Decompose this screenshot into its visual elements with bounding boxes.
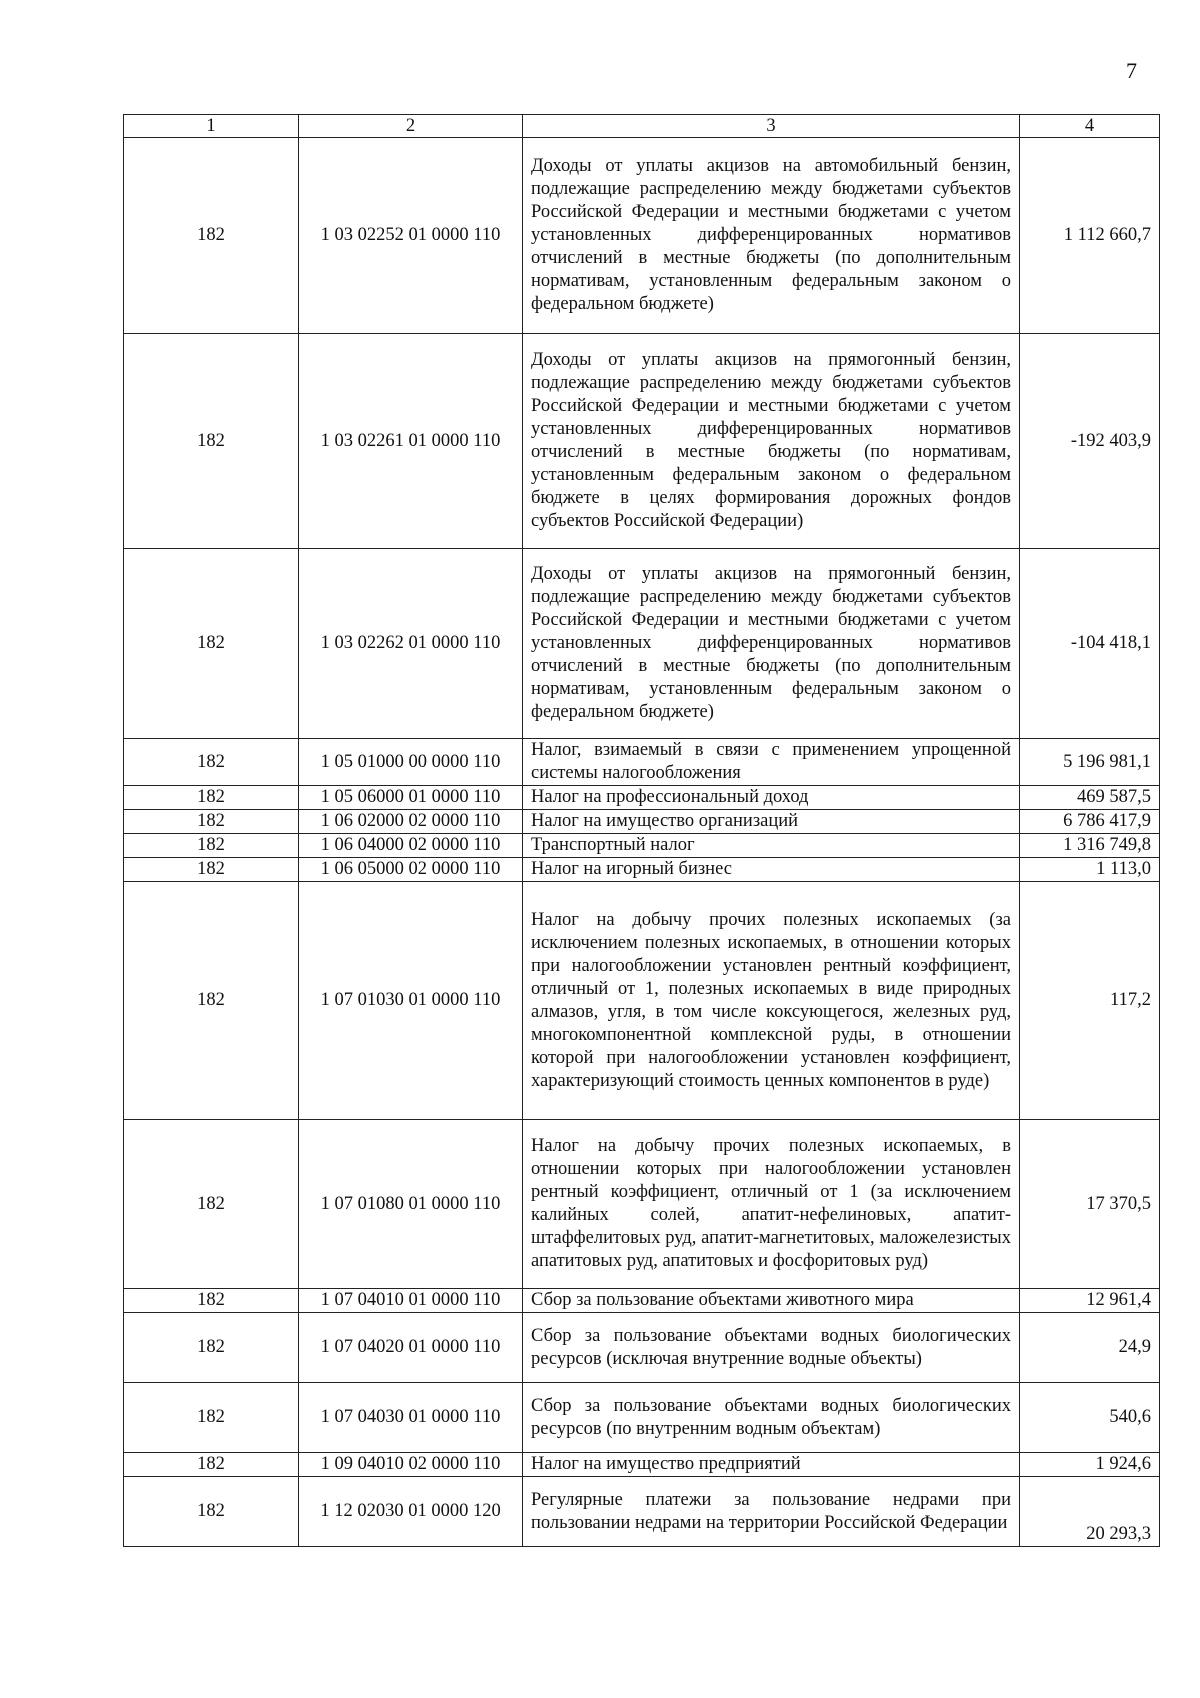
- revenue-name-cell: Налог на профессиональный доход: [523, 786, 1020, 810]
- amount-cell: -104 418,1: [1020, 549, 1160, 739]
- revenue-name-cell: Сбор за пользование объектами водных биологических ресурсов (исключая внутренние водные объекты): [523, 1313, 1020, 1383]
- table-row: [124, 1120, 1160, 1289]
- table-row: [124, 1477, 1160, 1547]
- admin-code-cell: 182: [124, 739, 299, 786]
- table-row: [124, 549, 1160, 739]
- table-row: [124, 882, 1160, 1120]
- budget-code-cell: 1 07 01080 01 0000 110: [299, 1120, 523, 1289]
- table-row: [124, 858, 1160, 882]
- revenue-name-cell: Регулярные платежи за пользование недрами при пользовании недрами на территории Российской Федерации: [523, 1477, 1020, 1547]
- header-col-2: 2: [299, 115, 523, 138]
- admin-code-cell: 182: [124, 549, 299, 739]
- budget-code-cell: 1 05 06000 01 0000 110: [299, 786, 523, 810]
- admin-code-cell: 182: [124, 1289, 299, 1313]
- revenue-name-cell: Доходы от уплаты акцизов на прямогонный бензин, подлежащие распределению между бюджетами субъектов Российской Федерации и местными бюджетами с учетом установленных дифференцированных нормативов отчислений в местные бюджеты (по нормативам, установленным федеральным законом о федеральном бюджете в целях формирования дорожных фондов субъектов Российской Федерации): [523, 334, 1020, 549]
- revenue-name-cell: Налог на имущество организаций: [523, 810, 1020, 834]
- header-col-3: 3: [523, 115, 1020, 138]
- table-row: [124, 138, 1160, 334]
- header-col-1: 1: [124, 115, 299, 138]
- table-row: [124, 739, 1160, 786]
- amount-cell: 1 112 660,7: [1020, 138, 1160, 334]
- budget-code-cell: 1 06 05000 02 0000 110: [299, 858, 523, 882]
- amount-cell: 1 113,0: [1020, 858, 1160, 882]
- budget-code-cell: 1 05 01000 00 0000 110: [299, 739, 523, 786]
- admin-code-cell: 182: [124, 786, 299, 810]
- admin-code-cell: 182: [124, 334, 299, 549]
- budget-code-cell: 1 03 02261 01 0000 110: [299, 334, 523, 549]
- admin-code-cell: 182: [124, 882, 299, 1120]
- budget-code-cell: 1 07 04030 01 0000 110: [299, 1383, 523, 1453]
- budget-code-cell: 1 06 04000 02 0000 110: [299, 834, 523, 858]
- admin-code-cell: 182: [124, 810, 299, 834]
- admin-code-cell: 182: [124, 1120, 299, 1289]
- header-col-4: 4: [1020, 115, 1160, 138]
- amount-cell: 24,9: [1020, 1313, 1160, 1383]
- revenue-name-cell: Налог на добычу прочих полезных ископаемых, в отношении которых при налогообложении установлен рентный коэффициент, отличный от 1 (за исключением калийных солей, апатит-нефелиновых, апатит-штаффелитовых руд, апатит-магнетитовых, маложелезистых апатитовых руд, апатитовых и фосфоритовых руд): [523, 1120, 1020, 1289]
- admin-code-cell: 182: [124, 138, 299, 334]
- admin-code-cell: 182: [124, 1383, 299, 1453]
- budget-code-cell: 1 07 04010 01 0000 110: [299, 1289, 523, 1313]
- revenue-name-cell: Транспортный налог: [523, 834, 1020, 858]
- amount-cell: 1 316 749,8: [1020, 834, 1160, 858]
- revenue-name-cell: Доходы от уплаты акцизов на прямогонный бензин, подлежащие распределению между бюджетами субъектов Российской Федерации и местными бюджетами с учетом установленных дифференцированных нормативов отчислений в местные бюджеты (по дополнительным нормативам, установленным федеральным законом о федеральном бюджете): [523, 549, 1020, 739]
- revenue-name-cell: Сбор за пользование объектами животного мира: [523, 1289, 1020, 1313]
- budget-code-cell: 1 03 02262 01 0000 110: [299, 549, 523, 739]
- budget-code-cell: 1 09 04010 02 0000 110: [299, 1453, 523, 1477]
- header-row: [124, 115, 1160, 138]
- revenue-name-cell: Налог на игорный бизнес: [523, 858, 1020, 882]
- amount-cell: 6 786 417,9: [1020, 810, 1160, 834]
- table-row: [124, 1313, 1160, 1383]
- table-row: [124, 334, 1160, 549]
- admin-code-cell: 182: [124, 1313, 299, 1383]
- table-row: [124, 834, 1160, 858]
- revenue-name-cell: Доходы от уплаты акцизов на автомобильный бензин, подлежащие распределению между бюджетами субъектов Российской Федерации и местными бюджетами с учетом установленных дифференцированных нормативов отчислений в местные бюджеты (по дополнительным нормативам, установленным федеральным законом о федеральном бюджете): [523, 138, 1020, 334]
- amount-cell: 540,6: [1020, 1383, 1160, 1453]
- revenue-name-cell: Налог, взимаемый в связи с применением упрощенной системы налогообложения: [523, 739, 1020, 786]
- revenue-name-cell: Сбор за пользование объектами водных биологических ресурсов (по внутренним водным объектам): [523, 1383, 1020, 1453]
- table-row: [124, 1383, 1160, 1453]
- budget-code-cell: 1 12 02030 01 0000 120: [299, 1477, 523, 1547]
- revenue-table: [123, 114, 1160, 1547]
- budget-code-cell: 1 07 04020 01 0000 110: [299, 1313, 523, 1383]
- budget-code-cell: 1 06 02000 02 0000 110: [299, 810, 523, 834]
- table-row: [124, 786, 1160, 810]
- table-row: [124, 1289, 1160, 1313]
- revenue-name-cell: Налог на имущество предприятий: [523, 1453, 1020, 1477]
- amount-cell: 469 587,5: [1020, 786, 1160, 810]
- amount-cell: -192 403,9: [1020, 334, 1160, 549]
- admin-code-cell: 182: [124, 1453, 299, 1477]
- amount-cell: 117,2: [1020, 882, 1160, 1120]
- revenue-name-cell: Налог на добычу прочих полезных ископаемых (за исключением полезных ископаемых, в отношении которых при налогообложении установлен рентный коэффициент, отличный от 1, полезных ископаемых в виде природных алмазов, угля, в том числе коксующегося, железных руд, многокомпонентной комплексной руды, в отношении которой при налогообложении установлен коэффициент, характеризующий стоимость ценных компонентов в руде): [523, 882, 1020, 1120]
- table-row: [124, 1453, 1160, 1477]
- budget-code-cell: 1 03 02252 01 0000 110: [299, 138, 523, 334]
- admin-code-cell: 182: [124, 858, 299, 882]
- admin-code-cell: 182: [124, 834, 299, 858]
- amount-cell: 5 196 981,1: [1020, 739, 1160, 786]
- amount-cell: 20 293,3: [1020, 1477, 1160, 1547]
- page-number: 7: [1126, 58, 1137, 83]
- table-row: [124, 810, 1160, 834]
- amount-cell: 17 370,5: [1020, 1120, 1160, 1289]
- admin-code-cell: 182: [124, 1477, 299, 1547]
- amount-cell: 12 961,4: [1020, 1289, 1160, 1313]
- amount-cell: 1 924,6: [1020, 1453, 1160, 1477]
- budget-code-cell: 1 07 01030 01 0000 110: [299, 882, 523, 1120]
